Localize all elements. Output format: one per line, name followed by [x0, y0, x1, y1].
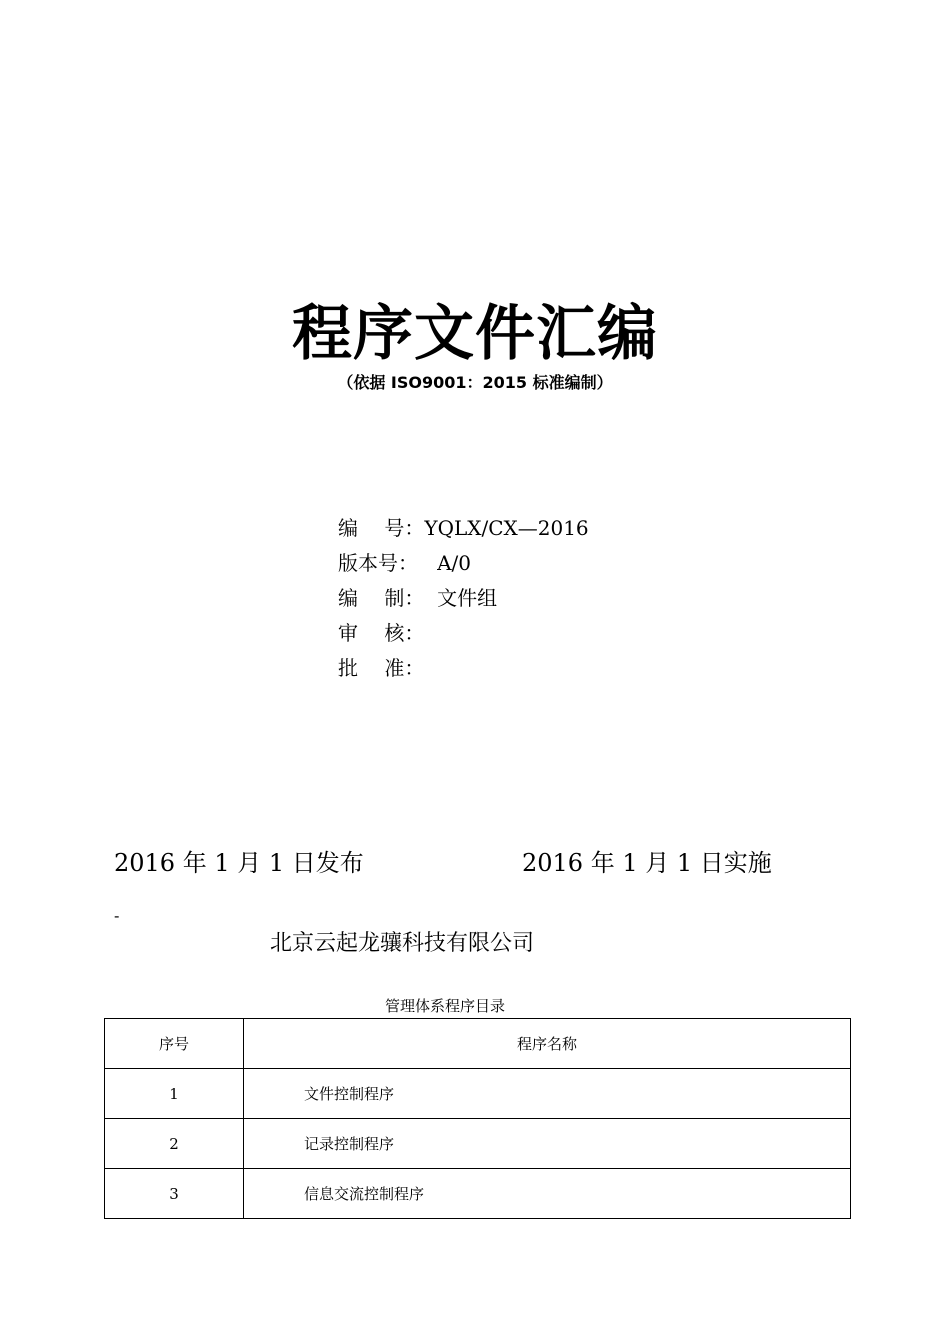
table-row: [105, 1119, 851, 1169]
meta-row-version: [338, 548, 758, 583]
column-header-name: 程序名称: [244, 1019, 851, 1069]
toc-table: [104, 1018, 851, 1219]
document-meta: [338, 513, 758, 688]
column-header-no: 序号: [105, 1019, 244, 1069]
meta-label: 审 核：: [338, 621, 425, 645]
meta-row-review: [338, 618, 758, 653]
meta-label: 批 准：: [338, 656, 425, 680]
table-row: [105, 1069, 851, 1119]
document-title: 程序文件汇编: [292, 299, 658, 369]
meta-row-approve: [338, 653, 758, 688]
procedure-name: 文件控制程序: [244, 1069, 851, 1119]
meta-label: 编 制：: [338, 586, 425, 610]
table-header-row: [105, 1019, 851, 1069]
row-number: 3: [105, 1169, 244, 1219]
separator-dash: -: [114, 906, 120, 925]
table-row: [105, 1169, 851, 1219]
meta-value: 文件组: [424, 586, 498, 610]
procedure-name: 信息交流控制程序: [244, 1169, 851, 1219]
toc-title: 管理体系程序目录: [384, 997, 505, 1015]
procedure-name: 记录控制程序: [244, 1119, 851, 1169]
meta-row-code: [338, 513, 758, 548]
publish-date: 2016 年 1 月 1 日发布: [114, 849, 364, 877]
company-name: 北京云起龙骧科技有限公司: [270, 931, 535, 956]
implement-date: 2016 年 1 月 1 日实施: [522, 849, 772, 877]
row-number: 1: [105, 1069, 244, 1119]
meta-value: A/0: [418, 551, 471, 575]
meta-label: 编 号：: [338, 516, 425, 540]
row-number: 2: [105, 1119, 244, 1169]
document-subtitle: （依据 ISO9001：2015 标准编制）: [337, 373, 613, 392]
meta-label: 版本号：: [338, 551, 418, 575]
meta-row-author: [338, 583, 758, 618]
meta-value: YQLX/CX—2016: [424, 516, 589, 540]
